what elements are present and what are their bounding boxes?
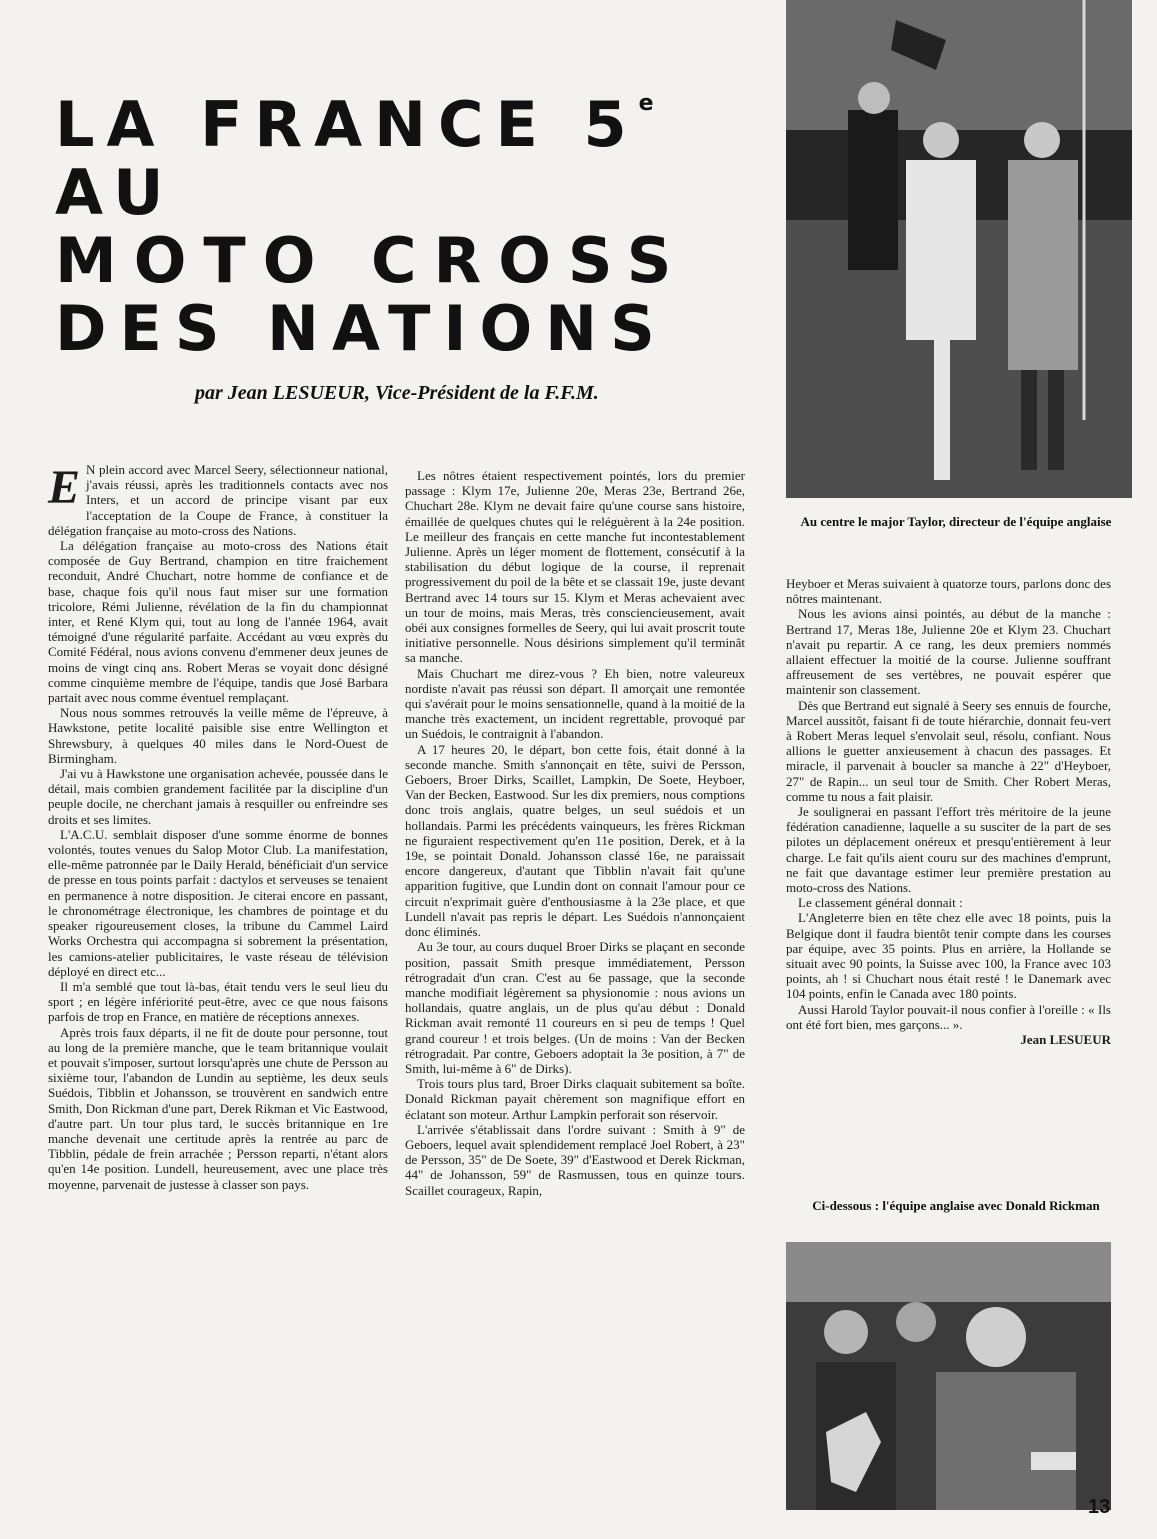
- headline-line-2: AU: [55, 156, 176, 229]
- paragraph: Après trois faux départs, il ne fit de doute pour personne, tout au long de la première manche, que le team britannique voulait et pouvait s'imposer, surtout lorsqu'après une chute de Persson au sixième tour, l'abandon de Lundin au septième, les deux seuls Suédois, Tibblin et Johansson, se trouvèrent en sandwich entre Smith, Don Rickman d'une part, Derek Rikman et Vic Eastwood, d'autre part. Un tour plus tard, le succès britannique en 1re manche devenait une certitude après la rentrée au parc de Tibblin, pédale de frein arrachée ; Persson reparti, n'étant alors qu'en 14e position. Lundell, heureusement, avec une place très moyenne, parvenait de justesse à classer son pays.: [48, 1024, 388, 1192]
- paragraph: Trois tours plus tard, Broer Dirks claquait subitement sa boîte. Donald Rickman payait chèrement son magnifique effort en éclatant son moteur. Arthur Lampkin perforait son réservoir.: [405, 1076, 745, 1122]
- headline-line-4: DES NATIONS: [55, 292, 668, 365]
- headline-line-1-text: LA FRANCE 5: [55, 88, 639, 161]
- paragraph: Dès que Bertrand eut signalé à Seery ses ennuis de fourche, Marcel aussitôt, faisant fi de toute hiérarchie, donnait feu-vert à Robert Meras lequel s'envolait seul, résolu, confiant. Nous allions le guetter anxieusement à chacun des passages. Et miracle, il parvenait à boucler sa manche à 22" d'Heyboer, 27" de Rapin... un seul tour de Smith. Cher Robert Meras, comme tu nous a fait plaisir.: [786, 697, 1111, 804]
- paragraph: Il m'a semblé que tout là-bas, était tendu vers le seul lieu du sport ; en légère infériorité peut-être, avec ce que nous faisons parfois de trop en France, en matière de réceptions annexes.: [48, 978, 388, 1025]
- paragraph-text: N plein accord avec Marcel Seery, sélectionneur national, j'avais réussi, après les traditionnels contacts avec nos Inters, et un accord de principe visant par eux l'acceptation de la Coupe de France, à constituer la délégation française au moto-cross des Nations.: [48, 462, 388, 538]
- paragraph: Les nôtres étaient respectivement pointés, lors du premier passage : Klym 17e, Julienne 20e, Meras 23e, Bertrand 26e, Chuchart 28e. Klym ne devait faire qu'une course sans histoire, émaillée de quelques chutes qui le reléguèrent à la 24e position. Le meilleur des français en cette manche fut incontestablement Julienne. Après un léger moment de flottement, consécutif à la stabilisation du début logique de la course, il reprenait progressivement du poil de la bête et se classait 19e, juste devant Bertrand avec 14 tours sur 15. Klym et Meras achevaient avec un tour de moins, mais Meras, très consciencieusement, avait obéi aux consignes formelles de Seery, qui lui avait proscrit toute initiative personnelle. Nous désirions simplement qu'il terminât sa manche.: [405, 468, 745, 666]
- paragraph: J'ai vu à Hawkstone une organisation achevée, poussée dans le détail, mais combien grandement facilitée par la discipline d'un peuple docile, ne cherchant jamais à resquiller ou enfreindre ses droits et ses limites.: [48, 766, 388, 827]
- paragraph: L'arrivée s'établissait dans l'ordre suivant : Smith à 9" de Geboers, lequel avait splendidement remplacé Joel Robert, à 23" de Persson, 35" de De Soete, 39" d'Eastwood et Derek Rickman, 44" de Johansson, 59" de Rasmussen, tous en quinze tours. Scaillet courageux, Rapin,: [405, 1121, 745, 1198]
- article-column-2: [405, 468, 745, 1198]
- author-signature: Jean LESUEUR: [1020, 1032, 1111, 1048]
- paragraph: [48, 462, 388, 538]
- photo-english-team: [786, 1242, 1111, 1510]
- paragraph: La délégation française au moto-cross des Nations était composée de Guy Bertrand, champion en titre fraichement reconduit, André Chuchart, notre homme de confiance et de base, chaque fois qu'il nous faut miser sur une formation tricolore, Rémi Julienne, révélation de la fin du championnat inter, et René Klym qui, tout au long de l'année 1964, avait témoigné d'une régularité parfaite. Accédant au vœu exprès du Comité Fédéral, nous avions convenu d'emmener deux jeunes de moins de vingt cinq ans. Robert Meras se voyait donc désigné comme cinquième membre de l'équipe, tandis que José Barbara partait avec nous comme éventuel remplaçant.: [48, 538, 388, 706]
- article-column-1: [48, 462, 388, 1192]
- paragraph: Nous nous sommes retrouvés la veille même de l'épreuve, à Hawkstone, petite localité paisible sise entre Wellington et Shrewsbury, à quelques 40 miles dans le Nord-Ouest de Birmingham.: [48, 705, 388, 766]
- drop-cap: E: [48, 461, 81, 514]
- caption-bottom-photo: Ci-dessous : l'équipe anglaise avec Donald Rickman: [812, 1198, 1100, 1213]
- photo-english-team-image: [786, 1242, 1111, 1510]
- page-number: 13: [1088, 1496, 1111, 1518]
- paragraph: Aussi Harold Taylor pouvait-il nous confier à l'oreille : « Ils ont été fort bien, mes garçons... ».: [786, 1001, 1111, 1032]
- article-column-3: [786, 576, 1111, 1047]
- paragraph: Mais Chuchart me direz-vous ? Eh bien, notre valeureux nordiste n'avait pas réussi son départ. Il amorçait une remontée qui s'avérait pour le moins sensationnelle, quand à la moitié de la manche très exactement, un incident regrettable, provoqué par un Suédois, le contraignit à l'abandon.: [405, 665, 745, 742]
- photo-officials: [786, 0, 1132, 498]
- paragraph: A 17 heures 20, le départ, bon cette fois, était donné à la seconde manche. Smith s'annonçait en tête, suivi de Persson, Geboers, Broer Dirks, Scaillet, Lampkin, De Soete, Heyboer, Van der Becken, Eastwood. Sur les dix premiers, nous comptions donc trois anglais, quatre belges, un seul suédois et un hollandais. Parmi les précédents vainqueurs, les frères Rickman ne figuraient respectivement qu'en 11e position, Derek, et à la 19e, se pointait Donald. Johansson classé 16e, ne paraissait encore dangereux, d'autant que Tibblin n'avait fait qu'une apparition fugitive, que Lundin dont on connait l'amour pour ce circuit n'exprimait guère d'enthousiasme à la 23e place, et que Lundell n'avait pas repris le départ. Les Suédois n'annonçaient donc éliminés.: [405, 741, 745, 940]
- headline-line-3: MOTO CROSS: [55, 224, 689, 297]
- paragraph: Je soulignerai en passant l'effort très méritoire de la jeune fédération canadienne, laquelle a su susciter de la part de ses pilotes un déplacement onéreux et presqu'entièrement à leur charge. Le fait qu'ils aient couru sur des machines d'emprunt, ne fait que davantage estimer leur première prestation au moto-cross des Nations.: [786, 804, 1111, 896]
- headline-superscript: e: [638, 91, 654, 116]
- article-headline: [55, 70, 755, 363]
- paragraph: L'A.C.U. semblait disposer d'une somme énorme de bonnes volontés, toutes venues du Salop Motor Club. La manifestation, elle-même patronnée par le Daily Herald, bénéficiait d'un service de presse en tous points parfait : dactylos et serveuses se tenaient en permanence à notre disposition. Je citerai encore en passant, le chronométrage électronique, les chambres de pointage et du speaker rigoureusement closes, la tribune du Cammel Laird Works Orchestra qui accompagna si sobrement la présentation, les camions-atelier publicitaires, le vaste réseau de télévision déployé en direct etc...: [48, 826, 388, 979]
- photo-officials-image: [786, 0, 1132, 498]
- caption-top-photo: Au centre le major Taylor, directeur de l'équipe anglaise: [800, 514, 1112, 529]
- paragraph: Au 3e tour, au cours duquel Broer Dirks se plaçant en seconde position, passait Smith presque immédiatement, Persson rétrogradait d'un cran. C'est au 6e passage, que la seconde manche modifiait légèrement sa physionomie : nous avions un hollandais, quatre anglais, un de plus qu'au début : Donald Rickman avait remonté 11 coureurs en si peu de temps ! Quel grand coureur ! et trois belges. (Un de moins : Van der Becken rétrogradait. Par contre, Geboers adoptait la 3e position, à 7" de Smith, lui-même à 6" de Dirks).: [405, 939, 745, 1076]
- paragraph: Le classement général donnait :: [798, 895, 963, 911]
- paragraph: L'Angleterre bien en tête chez elle avec 18 points, puis la Belgique dont il faudra bientôt tenir compte dans les courses par équipe, avec 35 points. Plus en arrière, la Hollande se situait avec 90 points, la Suisse avec 100, la France avec 103 points, ah ! si Chuchart nous était resté ! le Danemark avec 104 points, enfin le Canada avec 180 points.: [786, 910, 1111, 1002]
- paragraph: Heyboer et Meras suivaient à quatorze tours, parlons donc des nôtres maintenant.: [786, 576, 1111, 607]
- paragraph: Nous les avions ainsi pointés, au début de la manche : Bertrand 17, Meras 18e, Julienne 20e et Klym 23. Chuchart n'avait pu repartir. A ce rang, les deux premiers nommés allaient effectuer la moitié de la course. Julienne souffrant affreusement de ses vertèbres, ne pouvait espérer que maintenir son classement.: [786, 606, 1111, 698]
- headline-line-1: [55, 70, 755, 159]
- byline: par Jean LESUEUR, Vice-Président de la F.F.M.: [195, 382, 599, 404]
